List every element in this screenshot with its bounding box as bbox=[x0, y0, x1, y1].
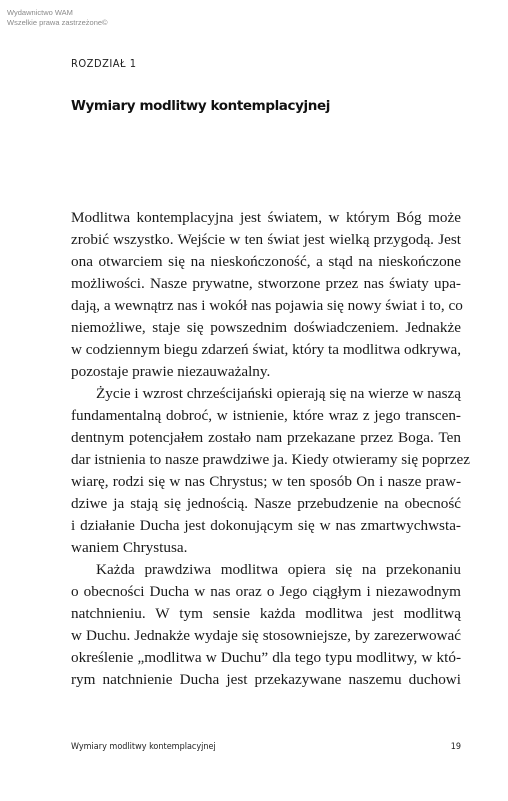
text-line: waniem Chrystusa. bbox=[71, 539, 188, 556]
text-line: dają, a wewnątrz nas i wokół nas pojawia się nowy świat i to, co bbox=[71, 297, 463, 314]
watermark bbox=[7, 8, 108, 28]
text-line: i działanie Ducha jest dokonującym się w nas zmartwychwsta- bbox=[71, 517, 461, 534]
text-line: możliwości. Nasze prywatne, stworzone przez nas światy upa- bbox=[71, 275, 461, 292]
text-line: zrobić wszystko. Wejście w ten świat jest wielką przygodą. Jest bbox=[71, 231, 461, 248]
text-line: w Duchu. Jednakże wydaje się stosowniejsze, by zarezerwować bbox=[71, 627, 461, 644]
text-line: w codziennym biegu zdarzeń świat, który ta modlitwa odkrywa, bbox=[71, 341, 461, 358]
chapter-label: ROZDZIAŁ 1 bbox=[71, 57, 137, 70]
running-footer-title: Wymiary modlitwy kontemplacyjnej bbox=[71, 742, 216, 752]
text-line: Życie i wzrost chrześcijański opierają się na wierze w naszą bbox=[96, 385, 461, 402]
watermark-copyright: Wszelkie prawa zastrzeżone© bbox=[7, 18, 108, 27]
text-line: Każda prawdziwa modlitwa opiera się na przekonaniu bbox=[96, 561, 461, 578]
text-line: wiarę, rodzi się w nas Chrystus; w ten sposób On i nasze praw- bbox=[71, 473, 461, 490]
text-line: o obecności Ducha w nas oraz o Jego ciągłym i niezawodnym bbox=[71, 583, 461, 600]
chapter-title: Wymiary modlitwy kontemplacyjnej bbox=[71, 98, 330, 114]
watermark-publisher: Wydawnictwo WAM bbox=[7, 8, 73, 17]
text-line: dziwe ja stają się jednością. Nasze przebudzenie na obecność bbox=[71, 495, 461, 512]
text-line: fundamentalną dobroć, w istnienie, które wraz z jego transcen- bbox=[71, 407, 461, 424]
text-line: natchnieniu. W tym sensie każda modlitwa jest modlitwą bbox=[71, 605, 461, 622]
text-line: dar istnienia to nasze prawdziwe ja. Kiedy otwieramy się poprzez bbox=[71, 451, 470, 468]
text-line: ona otwarciem się na nieskończoność, a stąd na nieskończone bbox=[71, 253, 461, 270]
text-line: określenie „modlitwa w Duchu” dla tego typu modlitwy, w któ- bbox=[71, 649, 461, 666]
text-line: pozostaje prawie niezauważalny. bbox=[71, 363, 271, 380]
text-line: Modlitwa kontemplacyjna jest światem, w którym Bóg może bbox=[71, 209, 461, 226]
body-text bbox=[71, 207, 470, 691]
page-number: 19 bbox=[450, 742, 461, 752]
text-line: rym natchnienie Ducha jest przekazywane naszemu duchowi bbox=[71, 671, 461, 688]
text-line: dentnym potencjałem zostało nam przekazane przez Boga. Ten bbox=[71, 429, 461, 446]
text-line: niemożliwe, staje się powszednim doświadczeniem. Jednakże bbox=[71, 319, 461, 336]
